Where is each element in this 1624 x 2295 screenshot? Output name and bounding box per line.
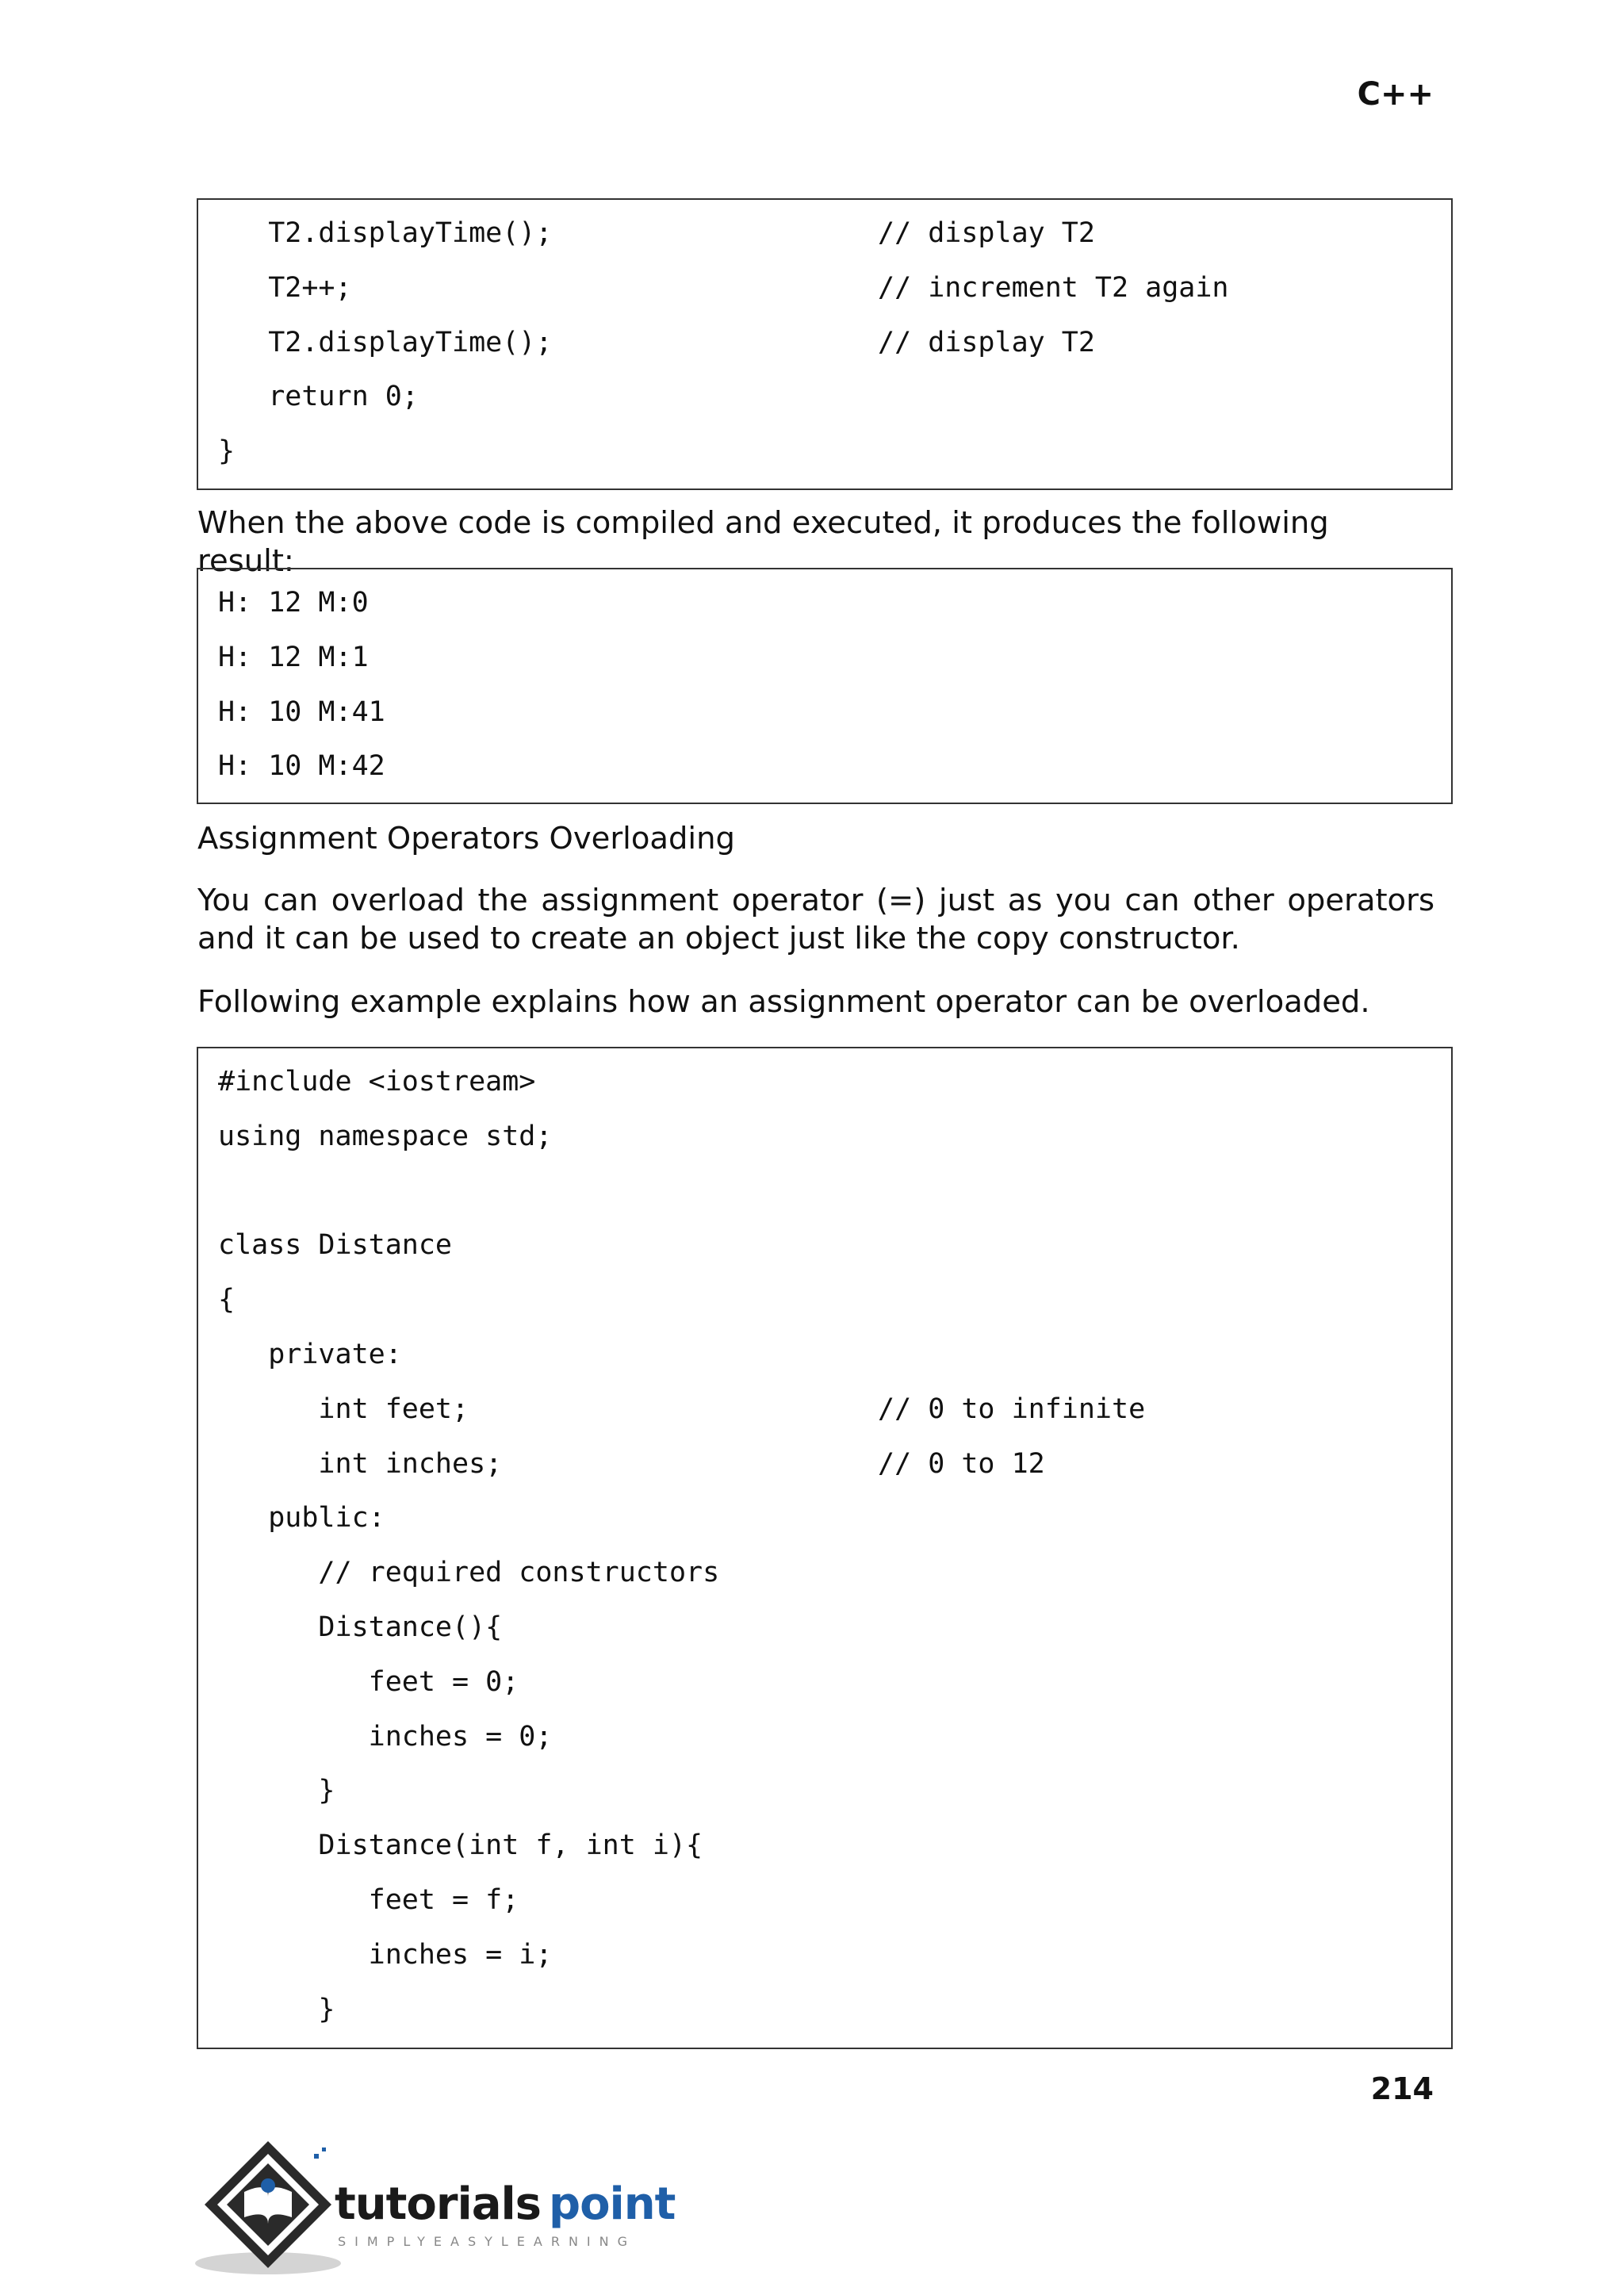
code-line: int feet; // 0 to infinite [218, 1393, 1146, 1425]
code-line: class Distance [218, 1229, 453, 1262]
logo-word-tutorials: tutorials [335, 2178, 542, 2230]
code-line: } [218, 1775, 335, 1807]
page-number: 214 [1370, 2071, 1434, 2106]
output-line: H: 10 M:42 [218, 750, 385, 783]
code-line: T2++; // increment T2 again [218, 271, 1229, 304]
code-line: #include <iostream> [218, 1066, 536, 1098]
code-line: public: [218, 1502, 385, 1534]
code-block-2 [197, 1047, 1453, 2049]
code-line: T2.displayTime(); // display T2 [218, 217, 1095, 249]
output-block [197, 568, 1453, 804]
code-line: feet = 0; [218, 1665, 519, 1698]
assignment-paragraph: You can overload the assignment operator (=) just as you can other operators and it can be used to create an object just like the copy constructor. [197, 883, 1434, 956]
code-line: Distance(){ [218, 1611, 503, 1643]
result-intro-paragraph: When the above code is compiled and executed, it produces the following result: [197, 505, 1329, 579]
output-line: H: 12 M:0 [218, 587, 369, 619]
code-comment: // 0 to infinite [878, 1393, 1146, 1425]
code-line: using namespace std; [218, 1120, 553, 1152]
output-line: H: 12 M:1 [218, 641, 369, 673]
code-comment: // increment T2 again [878, 271, 1229, 304]
code-comment: // display T2 [878, 326, 1095, 358]
example-intro-paragraph: Following example explains how an assignment operator can be overloaded. [197, 984, 1370, 1020]
code-line: } [218, 1993, 335, 2025]
logo-tagline: SIMPLYEASYLEARNING [338, 2234, 637, 2249]
code-comment: // 0 to 12 [878, 1447, 1045, 1480]
code-block-1 [197, 198, 1453, 490]
code-comment: // display T2 [878, 217, 1095, 249]
code-line: { [218, 1284, 236, 1316]
book-title: C++ [1357, 76, 1434, 113]
output-line: H: 10 M:41 [218, 695, 385, 728]
section-heading: Assignment Operators Overloading [197, 821, 735, 856]
logo-word-point: point [549, 2178, 676, 2230]
code-line: return 0; [218, 381, 419, 413]
code-line: feet = f; [218, 1883, 519, 1916]
tutorialspoint-logo [195, 2130, 687, 2281]
code-line: inches = i; [218, 1938, 553, 1971]
code-line: // required constructors [218, 1557, 720, 1589]
code-line: T2.displayTime(); // display T2 [218, 326, 1095, 358]
code-line: Distance(int f, int i){ [218, 1829, 703, 1862]
code-line: inches = 0; [218, 1720, 553, 1753]
code-line: int inches; // 0 to 12 [218, 1447, 1045, 1480]
code-line: private: [218, 1338, 402, 1370]
code-line: } [218, 435, 236, 468]
code-line [218, 1175, 1451, 1230]
